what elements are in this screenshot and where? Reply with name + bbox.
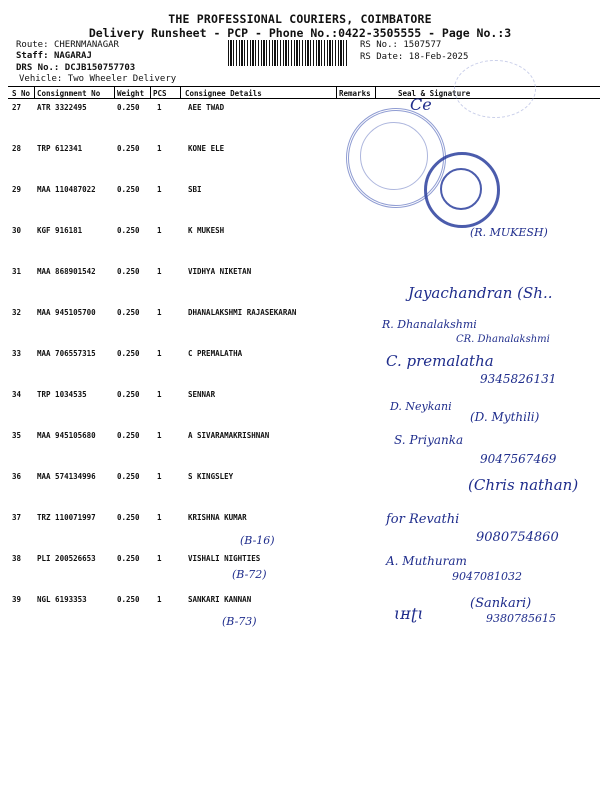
row-consignment: NGL 6193353 (37, 595, 87, 604)
signature-34a: D. Neykani (390, 400, 452, 413)
col-divider (180, 86, 181, 98)
rs-no-line (360, 40, 441, 51)
row-sno: 37 (12, 513, 22, 522)
company-name: THE PROFESSIONAL COURIERS, COIMBATORE (168, 12, 432, 26)
handwritten-note-b73: (B-73) (222, 615, 257, 628)
row-sno: 29 (12, 185, 22, 194)
signature-35b: 9047567469 (480, 452, 557, 466)
company-stamp (454, 60, 536, 118)
staff-line (16, 51, 92, 62)
signature-36: (Chris nathan) (468, 476, 579, 494)
row-weight: 0.250 (117, 472, 140, 481)
row-consignee: A SIVARAMAKRISHNAN (188, 431, 270, 440)
handwritten-note-b72: (B-72) (232, 568, 267, 581)
row-consignee: SBI (188, 185, 202, 194)
row-weight: 0.250 (117, 226, 140, 235)
row-weight: 0.250 (117, 103, 140, 112)
row-weight: 0.250 (117, 267, 140, 276)
row-sno: 32 (12, 308, 22, 317)
signature-34b: (D. Mythili) (470, 410, 540, 424)
rs-date-line (360, 52, 468, 63)
row-sno: 33 (12, 349, 22, 358)
row-weight: 0.250 (117, 185, 140, 194)
signature-38b: 9047081032 (452, 570, 522, 583)
row-consignee: SANKARI KANNAN (188, 595, 252, 604)
signature-33b: 9345826131 (480, 372, 557, 386)
route-label: Route: (16, 40, 49, 50)
row-consignee: SENNAR (188, 390, 216, 399)
row-pcs: 1 (157, 103, 162, 112)
row-weight: 0.250 (117, 308, 140, 317)
signature-30: (R. MUKESH) (470, 226, 548, 239)
col-divider (336, 86, 337, 98)
col-pcs: PCS (153, 89, 167, 98)
col-divider (150, 86, 151, 98)
row-consignee: VISHALI NIGHTIES (188, 554, 261, 563)
drs-line (16, 63, 135, 74)
row-pcs: 1 (157, 390, 162, 399)
col-divider (375, 86, 376, 98)
signature-39b: 9380785615 (486, 612, 556, 625)
row-weight: 0.250 (117, 595, 140, 604)
barcode (228, 40, 348, 66)
signature-35a: S. Priyanka (394, 433, 464, 447)
signature-39a: (Sankari) (470, 596, 532, 611)
row-consignment: MAA 945105700 (37, 308, 96, 317)
signature-32a: R. Dhanalakshmi (382, 318, 477, 331)
row-consignee: C PREMALATHA (188, 349, 243, 358)
row-consignment: TRP 1034535 (37, 390, 87, 399)
rs-no-label: RS No.: (360, 40, 398, 50)
drs-label: DRS No.: (16, 63, 60, 73)
row-pcs: 1 (157, 144, 162, 153)
table-row (8, 185, 600, 226)
row-pcs: 1 (157, 595, 162, 604)
vehicle-label: Vehicle: (19, 74, 63, 84)
row-sno: 38 (12, 554, 22, 563)
row-consignment: PLI 200526653 (37, 554, 96, 563)
handwritten-note-b16: (B-16) (240, 534, 275, 547)
rs-date-label: RS Date: (360, 52, 404, 62)
row-weight: 0.250 (117, 144, 140, 153)
row-consignee: AEE TWAD (188, 103, 225, 112)
row-consignment: KGF 916181 (37, 226, 83, 235)
row-pcs: 1 (157, 472, 162, 481)
row-consignee: DHANALAKSHMI RAJASEKARAN (188, 308, 297, 317)
row-sno: 28 (12, 144, 22, 153)
col-weight: Weight (117, 89, 145, 98)
row-sno: 39 (12, 595, 22, 604)
staff-value: NAGARAJ (53, 51, 92, 61)
signature-37a: for Revathi (386, 512, 460, 527)
row-consignee: KONE ELE (188, 144, 225, 153)
col-sno: S No (12, 89, 31, 98)
row-pcs: 1 (157, 431, 162, 440)
row-weight: 0.250 (117, 349, 140, 358)
row-consignee: KRISHNA KUMAR (188, 513, 247, 522)
row-consignment: TRZ 110071997 (37, 513, 96, 522)
company-stamp (440, 168, 482, 210)
row-consignee: K MUKESH (188, 226, 225, 235)
row-sno: 34 (12, 390, 22, 399)
row-weight: 0.250 (117, 431, 140, 440)
signature-32b: CR. Dhanalakshmi (456, 334, 550, 345)
col-divider (34, 86, 35, 98)
row-consignment: MAA 945105680 (37, 431, 96, 440)
company-stamp (360, 122, 428, 190)
row-weight: 0.250 (117, 390, 140, 399)
row-consignment: MAA 706557315 (37, 349, 96, 358)
table-row (8, 144, 600, 185)
col-divider (114, 86, 115, 98)
row-consignment: MAA 574134996 (37, 472, 96, 481)
row-pcs: 1 (157, 349, 162, 358)
row-weight: 0.250 (117, 554, 140, 563)
row-consignment: TRP 612341 (37, 144, 83, 153)
vehicle-line (19, 74, 176, 85)
vehicle-value: Two Wheeler Delivery (67, 74, 177, 84)
drs-value: DCJB150757703 (64, 63, 136, 73)
row-weight: 0.250 (117, 513, 140, 522)
row-sno: 35 (12, 431, 22, 440)
row-pcs: 1 (157, 185, 162, 194)
row-consignment: MAA 110487022 (37, 185, 96, 194)
row-pcs: 1 (157, 267, 162, 276)
signature-37b: 9080754860 (476, 530, 559, 545)
row-consignee: VIDHYA NIKETAN (188, 267, 252, 276)
col-remarks: Remarks (339, 89, 371, 98)
row-sno: 30 (12, 226, 22, 235)
route-line (16, 40, 119, 51)
runsheet-title: Delivery Runsheet - PCP - Phone No.:0422-3505555 - Page No.:3 (88, 26, 512, 40)
signature-38a: A. Muthuram (386, 554, 467, 568)
row-consignment: ATR 3322495 (37, 103, 87, 112)
signature-33a: C. premalatha (386, 352, 494, 370)
signature-31: Jayachandran (Sh.. (408, 284, 553, 302)
row-pcs: 1 (157, 226, 162, 235)
row-pcs: 1 (157, 554, 162, 563)
col-seal: Seal & Signature (398, 89, 471, 98)
row-pcs: 1 (157, 513, 162, 522)
row-sno: 31 (12, 267, 22, 276)
col-consignee: Consignee Details (185, 89, 262, 98)
row-sno: 27 (12, 103, 22, 112)
staff-label: Staff: (16, 51, 49, 61)
signature-27: Ce (410, 95, 432, 114)
row-consignment: MAA 868901542 (37, 267, 96, 276)
rs-no-value: 1507577 (403, 40, 442, 50)
row-consignee: S KINGSLEY (188, 472, 234, 481)
row-pcs: 1 (157, 308, 162, 317)
row-sno: 36 (12, 472, 22, 481)
route-value: CHERNMANAGAR (53, 40, 119, 50)
signature-39-mark: ɩʜʈɩ (394, 604, 424, 623)
rs-date-value: 18-Feb-2025 (408, 52, 469, 62)
col-consignment: Consignment No (37, 89, 101, 98)
